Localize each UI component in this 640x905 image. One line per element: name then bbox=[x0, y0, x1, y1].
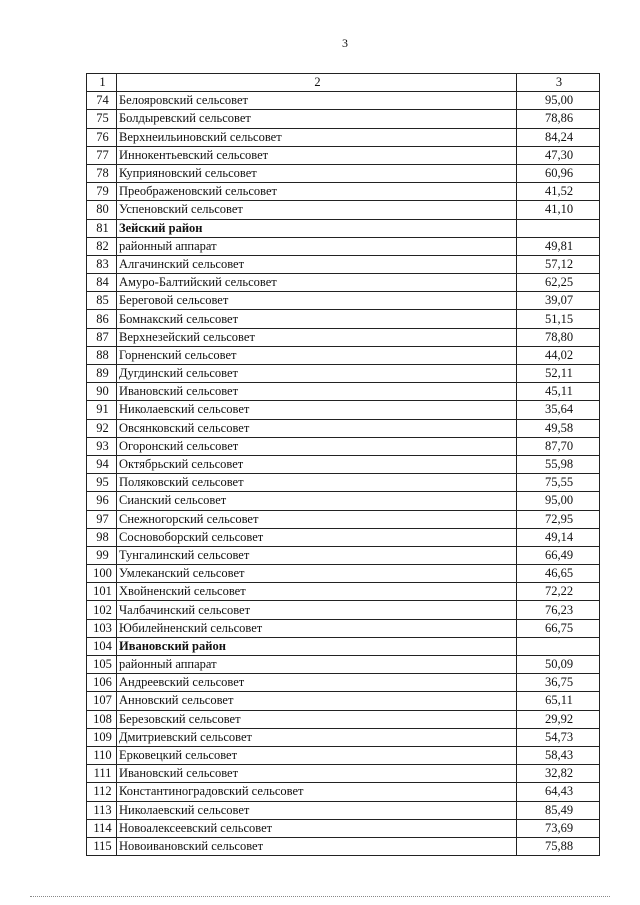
table-row bbox=[87, 583, 600, 601]
row-value-cell: 75,55 bbox=[517, 474, 600, 492]
table-row bbox=[87, 656, 600, 674]
column-header-name: 2 bbox=[117, 74, 517, 92]
table-row bbox=[87, 201, 600, 219]
row-value-cell: 62,25 bbox=[517, 274, 600, 292]
row-number-cell: 76 bbox=[87, 128, 117, 146]
table-row bbox=[87, 455, 600, 473]
district-row bbox=[87, 637, 600, 655]
table-header-row bbox=[87, 74, 600, 92]
row-number-cell: 84 bbox=[87, 274, 117, 292]
row-number-cell: 75 bbox=[87, 110, 117, 128]
table-row bbox=[87, 619, 600, 637]
row-value-cell: 72,95 bbox=[517, 510, 600, 528]
row-value-cell: 65,11 bbox=[517, 692, 600, 710]
table-row bbox=[87, 783, 600, 801]
row-number-cell: 105 bbox=[87, 656, 117, 674]
row-number-cell: 91 bbox=[87, 401, 117, 419]
table-row bbox=[87, 510, 600, 528]
row-value-cell: 76,23 bbox=[517, 601, 600, 619]
row-name-cell: Чалбачинский сельсовет bbox=[117, 601, 517, 619]
row-name-cell: Ивановский сельсовет bbox=[117, 765, 517, 783]
table-row bbox=[87, 292, 600, 310]
district-row bbox=[87, 219, 600, 237]
row-name-cell: Верхнезейский сельсовет bbox=[117, 328, 517, 346]
row-value-cell: 85,49 bbox=[517, 801, 600, 819]
row-name-cell: Преображеновский сельсовет bbox=[117, 183, 517, 201]
table-row bbox=[87, 674, 600, 692]
row-value-cell: 49,14 bbox=[517, 528, 600, 546]
table-row bbox=[87, 528, 600, 546]
row-name-cell: Белояровский сельсовет bbox=[117, 92, 517, 110]
scan-edge-line bbox=[30, 896, 610, 897]
table-row bbox=[87, 274, 600, 292]
row-name-cell: Октябрьский сельсовет bbox=[117, 455, 517, 473]
row-name-cell: Огоронский сельсовет bbox=[117, 437, 517, 455]
row-number-cell: 98 bbox=[87, 528, 117, 546]
row-value-cell: 87,70 bbox=[517, 437, 600, 455]
row-value-cell: 75,88 bbox=[517, 837, 600, 855]
row-number-cell: 102 bbox=[87, 601, 117, 619]
row-value-cell: 52,11 bbox=[517, 365, 600, 383]
row-number-cell: 95 bbox=[87, 474, 117, 492]
row-name-cell: Анновский сельсовет bbox=[117, 692, 517, 710]
row-name-cell: Новоивановский сельсовет bbox=[117, 837, 517, 855]
row-name-cell: Снежногорский сельсовет bbox=[117, 510, 517, 528]
row-number-cell: 74 bbox=[87, 92, 117, 110]
row-number-cell: 110 bbox=[87, 746, 117, 764]
row-number-cell: 89 bbox=[87, 365, 117, 383]
row-number-cell: 104 bbox=[87, 637, 117, 655]
row-name-cell: Овсянковский сельсовет bbox=[117, 419, 517, 437]
row-number-cell: 88 bbox=[87, 346, 117, 364]
data-table bbox=[86, 73, 600, 856]
row-value-cell: 57,12 bbox=[517, 255, 600, 273]
table-row bbox=[87, 437, 600, 455]
row-number-cell: 86 bbox=[87, 310, 117, 328]
row-name-cell: Хвойненский сельсовет bbox=[117, 583, 517, 601]
row-value-cell: 29,92 bbox=[517, 710, 600, 728]
row-value-cell: 32,82 bbox=[517, 765, 600, 783]
table-row bbox=[87, 146, 600, 164]
row-number-cell: 82 bbox=[87, 237, 117, 255]
row-value-cell: 78,86 bbox=[517, 110, 600, 128]
row-value-cell: 55,98 bbox=[517, 455, 600, 473]
row-number-cell: 94 bbox=[87, 455, 117, 473]
row-number-cell: 113 bbox=[87, 801, 117, 819]
table-row bbox=[87, 255, 600, 273]
row-name-cell: Константиноградовский сельсовет bbox=[117, 783, 517, 801]
row-number-cell: 103 bbox=[87, 619, 117, 637]
table-row bbox=[87, 383, 600, 401]
row-value-cell: 95,00 bbox=[517, 492, 600, 510]
row-number-cell: 90 bbox=[87, 383, 117, 401]
table-row bbox=[87, 692, 600, 710]
row-number-cell: 80 bbox=[87, 201, 117, 219]
row-name-cell: Алгачинский сельсовет bbox=[117, 255, 517, 273]
row-value-cell: 41,10 bbox=[517, 201, 600, 219]
table-row bbox=[87, 819, 600, 837]
table-row bbox=[87, 365, 600, 383]
row-value-cell: 72,22 bbox=[517, 583, 600, 601]
row-value-cell: 64,43 bbox=[517, 783, 600, 801]
row-number-cell: 112 bbox=[87, 783, 117, 801]
row-value-cell: 45,11 bbox=[517, 383, 600, 401]
row-name-cell: Андреевский сельсовет bbox=[117, 674, 517, 692]
row-name-cell: Ивановский район bbox=[117, 637, 517, 655]
row-number-cell: 115 bbox=[87, 837, 117, 855]
row-name-cell: Ивановский сельсовет bbox=[117, 383, 517, 401]
row-name-cell: Сосновоборский сельсовет bbox=[117, 528, 517, 546]
table-row bbox=[87, 837, 600, 855]
row-value-cell: 46,65 bbox=[517, 565, 600, 583]
table-row bbox=[87, 128, 600, 146]
row-value-cell: 58,43 bbox=[517, 746, 600, 764]
row-number-cell: 87 bbox=[87, 328, 117, 346]
row-value-cell: 50,09 bbox=[517, 656, 600, 674]
row-name-cell: Сианский сельсовет bbox=[117, 492, 517, 510]
row-name-cell: Тунгалинский сельсовет bbox=[117, 546, 517, 564]
row-name-cell: Умлеканский сельсовет bbox=[117, 565, 517, 583]
row-number-cell: 97 bbox=[87, 510, 117, 528]
row-name-cell: районный аппарат bbox=[117, 237, 517, 255]
row-value-cell: 49,81 bbox=[517, 237, 600, 255]
row-value-cell: 73,69 bbox=[517, 819, 600, 837]
row-value-cell: 78,80 bbox=[517, 328, 600, 346]
table-row bbox=[87, 746, 600, 764]
row-number-cell: 81 bbox=[87, 219, 117, 237]
table-row bbox=[87, 492, 600, 510]
row-name-cell: Береговой сельсовет bbox=[117, 292, 517, 310]
row-name-cell: Березовский сельсовет bbox=[117, 710, 517, 728]
row-value-cell: 35,64 bbox=[517, 401, 600, 419]
row-number-cell: 101 bbox=[87, 583, 117, 601]
row-value-cell bbox=[517, 637, 600, 655]
row-name-cell: Амуро-Балтийский сельсовет bbox=[117, 274, 517, 292]
row-value-cell: 95,00 bbox=[517, 92, 600, 110]
table-row bbox=[87, 601, 600, 619]
row-value-cell: 41,52 bbox=[517, 183, 600, 201]
row-name-cell: Болдыревский сельсовет bbox=[117, 110, 517, 128]
row-value-cell: 60,96 bbox=[517, 164, 600, 182]
row-number-cell: 99 bbox=[87, 546, 117, 564]
row-name-cell: Бомнакский сельсовет bbox=[117, 310, 517, 328]
table-row bbox=[87, 565, 600, 583]
row-name-cell: Иннокентьевский сельсовет bbox=[117, 146, 517, 164]
row-name-cell: Куприяновский сельсовет bbox=[117, 164, 517, 182]
row-name-cell: Ерковецкий сельсовет bbox=[117, 746, 517, 764]
table-row bbox=[87, 346, 600, 364]
table-row bbox=[87, 310, 600, 328]
row-name-cell: Николаевский сельсовет bbox=[117, 401, 517, 419]
row-name-cell: Дугдинский сельсовет bbox=[117, 365, 517, 383]
row-value-cell: 51,15 bbox=[517, 310, 600, 328]
row-number-cell: 83 bbox=[87, 255, 117, 273]
row-value-cell: 84,24 bbox=[517, 128, 600, 146]
row-name-cell: Дмитриевский сельсовет bbox=[117, 728, 517, 746]
row-name-cell: Поляковский сельсовет bbox=[117, 474, 517, 492]
row-number-cell: 108 bbox=[87, 710, 117, 728]
row-number-cell: 114 bbox=[87, 819, 117, 837]
row-number-cell: 100 bbox=[87, 565, 117, 583]
column-header-number: 1 bbox=[87, 74, 117, 92]
row-value-cell: 44,02 bbox=[517, 346, 600, 364]
row-value-cell: 54,73 bbox=[517, 728, 600, 746]
table-row bbox=[87, 401, 600, 419]
row-number-cell: 96 bbox=[87, 492, 117, 510]
row-name-cell: районный аппарат bbox=[117, 656, 517, 674]
table-row bbox=[87, 801, 600, 819]
row-number-cell: 109 bbox=[87, 728, 117, 746]
table-row bbox=[87, 164, 600, 182]
row-name-cell: Юбилейненский сельсовет bbox=[117, 619, 517, 637]
row-name-cell: Успеновский сельсовет bbox=[117, 201, 517, 219]
table-row bbox=[87, 728, 600, 746]
row-value-cell: 49,58 bbox=[517, 419, 600, 437]
row-number-cell: 85 bbox=[87, 292, 117, 310]
row-value-cell bbox=[517, 219, 600, 237]
table-row bbox=[87, 92, 600, 110]
row-name-cell: Верхнеильиновский сельсовет bbox=[117, 128, 517, 146]
row-value-cell: 66,75 bbox=[517, 619, 600, 637]
row-number-cell: 107 bbox=[87, 692, 117, 710]
row-number-cell: 77 bbox=[87, 146, 117, 164]
row-number-cell: 79 bbox=[87, 183, 117, 201]
table-row bbox=[87, 474, 600, 492]
row-value-cell: 39,07 bbox=[517, 292, 600, 310]
table-row bbox=[87, 237, 600, 255]
row-name-cell: Зейский район bbox=[117, 219, 517, 237]
row-number-cell: 93 bbox=[87, 437, 117, 455]
row-value-cell: 66,49 bbox=[517, 546, 600, 564]
table-row bbox=[87, 183, 600, 201]
row-number-cell: 92 bbox=[87, 419, 117, 437]
row-name-cell: Новоалексеевский сельсовет bbox=[117, 819, 517, 837]
row-name-cell: Горненский сельсовет bbox=[117, 346, 517, 364]
table-body bbox=[87, 92, 600, 856]
row-number-cell: 111 bbox=[87, 765, 117, 783]
table-row bbox=[87, 328, 600, 346]
row-number-cell: 106 bbox=[87, 674, 117, 692]
row-value-cell: 36,75 bbox=[517, 674, 600, 692]
table-row bbox=[87, 546, 600, 564]
column-header-value: 3 bbox=[517, 74, 600, 92]
row-value-cell: 47,30 bbox=[517, 146, 600, 164]
table-row bbox=[87, 710, 600, 728]
page-number: 3 bbox=[342, 36, 348, 50]
table-row bbox=[87, 765, 600, 783]
row-name-cell: Николаевский сельсовет bbox=[117, 801, 517, 819]
table-row bbox=[87, 110, 600, 128]
row-number-cell: 78 bbox=[87, 164, 117, 182]
table-row bbox=[87, 419, 600, 437]
